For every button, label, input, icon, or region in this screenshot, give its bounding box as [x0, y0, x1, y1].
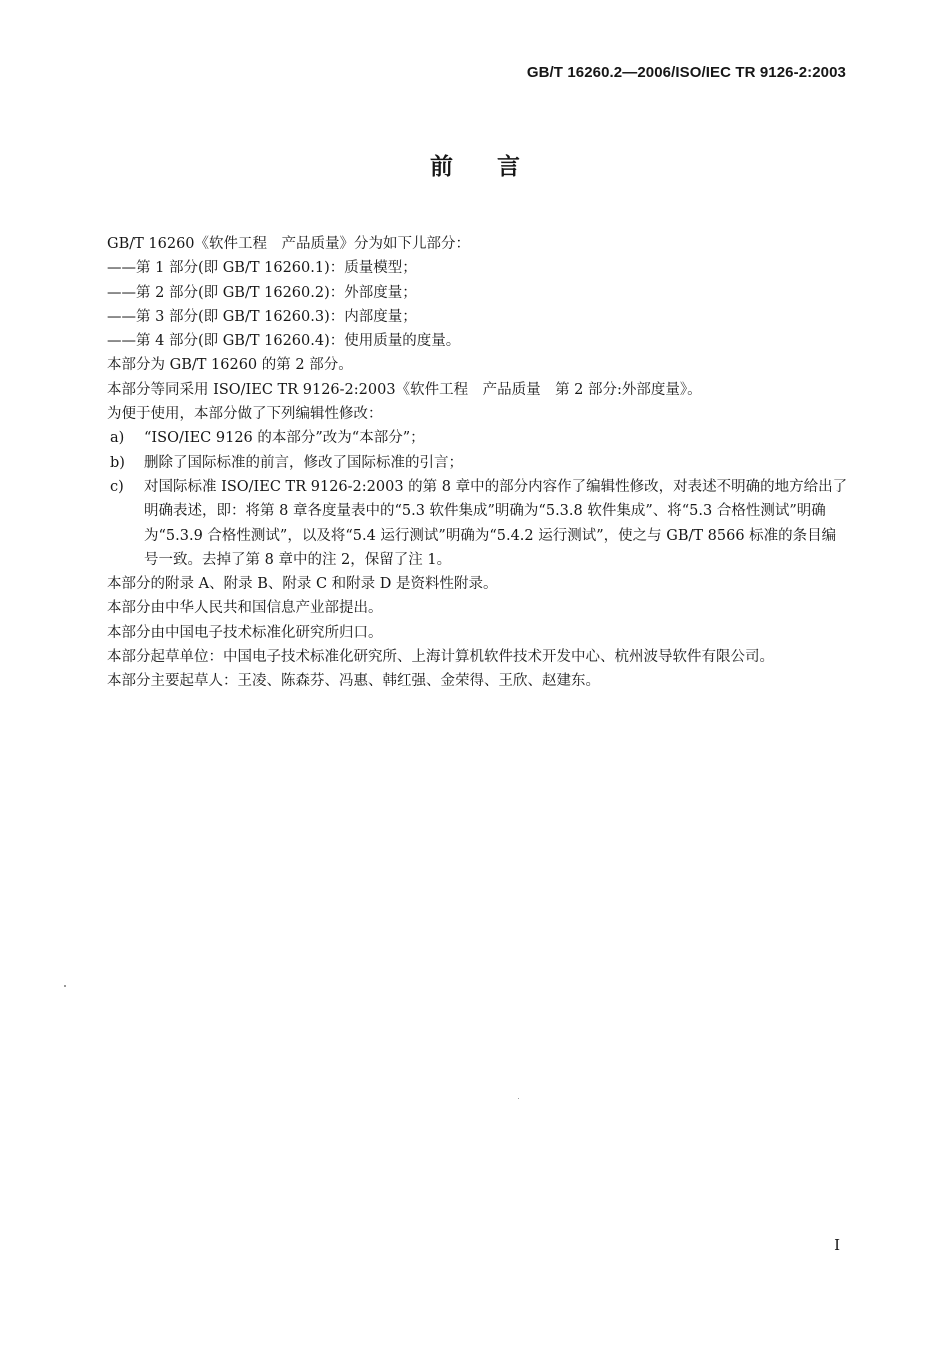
paragraph-edits-intro: 为便于使用，本部分做了下列编辑性修改： — [107, 406, 383, 423]
list-item — [78, 475, 848, 572]
paragraph-drafting-units: 本部分起草单位：中国电子技术标准化研究所、上海计算机软件技术开发中心、杭州波导软件有限公司。 — [107, 649, 774, 666]
paragraph-part-3: ——第 3 部分(即 GB/T 16260.3)：内部度量； — [107, 308, 417, 325]
paragraph-drafters: 本部分主要起草人：王凌、陈森芬、冯惠、韩红强、金荣得、王欣、赵建东。 — [107, 673, 600, 690]
list-item-text: 对国际标准 ISO/IEC TR 9126-2:2003 的第 8 章中的部分内容作了编辑性修改，对表述不明确的地方给出了明确表述，即：将第 8 章各度量表中的“5.3 软件集成”明确为“5.3.8 软件集成”、将“5.3 合格性测试”明确为“5.3.9 合格性测试”，以及将“5.4 运行测试”明确为“5.4.2 运行测试”，使之与 GB/T 8566 标准的条目编号一致。去掉了第 8 章中的注 2，保留了注 1。 — [144, 478, 848, 568]
paragraph-adoption: 本部分等同采用 ISO/IEC TR 9126-2:2003《软件工程 产品质量 第 2 部分:外部度量》。 — [107, 381, 702, 398]
page-title: 前言 — [430, 154, 564, 180]
paragraph-proposer: 本部分由中华人民共和国信息产业部提出。 — [107, 600, 383, 617]
list-item-label: b) — [110, 454, 125, 471]
list-item-text: 删除了国际标准的前言，修改了国际标准的引言； — [144, 454, 463, 471]
paragraph-administrator: 本部分由中国电子技术标准化研究所归口。 — [107, 624, 383, 641]
list-item-label: a) — [110, 430, 125, 447]
foreword-body — [78, 232, 848, 694]
list-item-text: “ISO/IEC 9126 的本部分”改为“本部分”； — [144, 430, 425, 447]
scan-speck — [518, 1098, 519, 1099]
paragraph-this-part: 本部分为 GB/T 16260 的第 2 部分。 — [107, 357, 353, 374]
paragraph-appendices: 本部分的附录 A、附录 B、附录 C 和附录 D 是资料性附录。 — [107, 576, 498, 593]
page-number: I — [834, 1236, 840, 1254]
paragraph-series-intro: GB/T 16260《软件工程 产品质量》分为如下儿部分： — [107, 236, 471, 252]
list-item — [78, 451, 848, 475]
list-item-label: c) — [110, 478, 124, 495]
paragraph-part-4: ——第 4 部分(即 GB/T 16260.4)：使用质量的度量。 — [107, 333, 461, 350]
scan-speck — [64, 985, 66, 987]
paragraph-part-1: ——第 1 部分(即 GB/T 16260.1)：质量模型； — [107, 260, 417, 277]
list-item — [78, 426, 848, 450]
paragraph-part-2: ——第 2 部分(即 GB/T 16260.2)：外部度量； — [107, 284, 417, 301]
standard-number-header: GB/T 16260.2—2006/ISO/IEC TR 9126-2:2003 — [526, 64, 846, 81]
